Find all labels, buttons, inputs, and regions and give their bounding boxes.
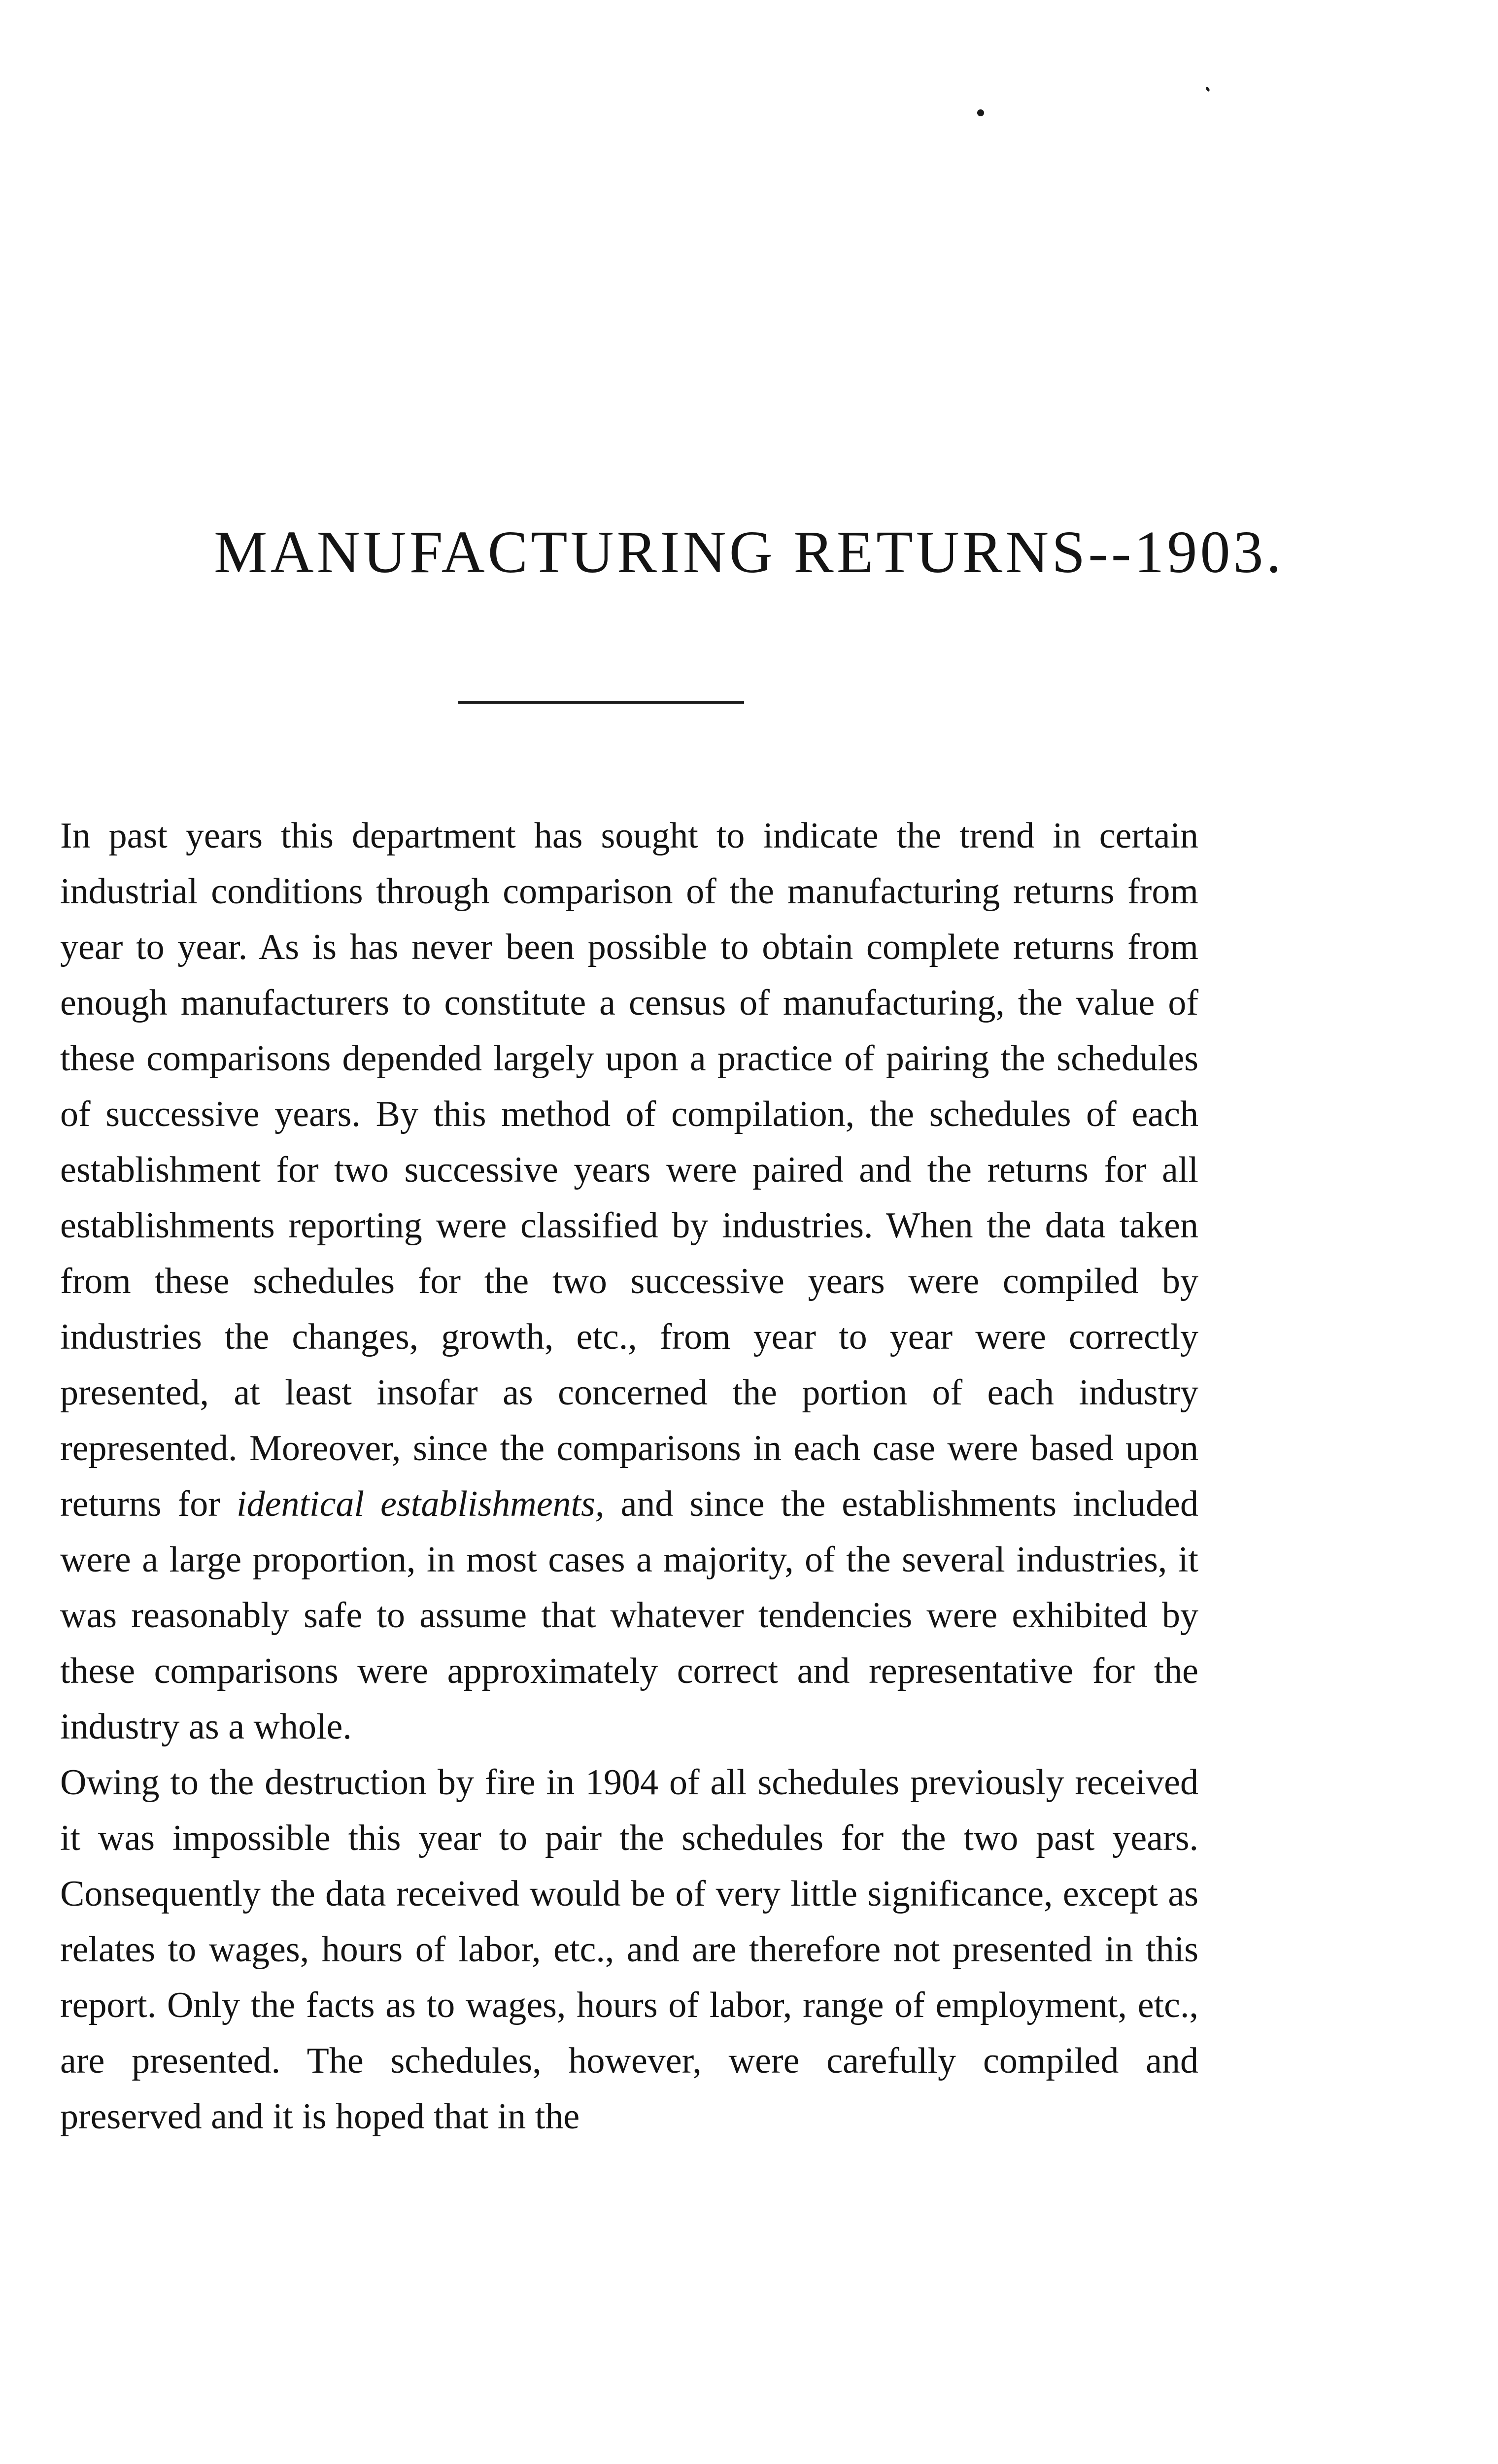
body-text xyxy=(60,808,1198,2145)
title-rule xyxy=(458,701,744,704)
paragraph-1 xyxy=(60,808,1198,1755)
print-speck xyxy=(977,109,984,116)
paragraph-1-italic: identical establishments, xyxy=(237,1484,605,1524)
print-speck xyxy=(1205,86,1210,92)
paragraph-1-part-2: and since the establishments included were a large proportion, in most cases a majority, of the several industries, it was reasonably safe to assume that whatever tendencies were exhibited by these comparisons were approximately correct and representative for the industry as a whole. xyxy=(60,1484,1198,1747)
page-title: MANUFACTURING RETURNS--1903. xyxy=(213,519,1284,585)
paragraph-1-part-1: In past years this department has sought to indicate the trend in certain industrial conditions through comparison of the manufacturing returns from year to year. As is has never been possible to obtain complete returns from enough manufacturers to constitute a census of manufacturing, the value of these comparisons depended largely upon a practice of pairing the schedules of successive years. By this method of compilation, the schedules of each establishment for two successive years were paired and the returns for all establishments reporting were classified by industries. When the data taken from these schedules for the two successive years were compiled by industries the changes, growth, etc., from year to year were correctly presented, at least insofar as concerned the portion of each industry represented. Moreover, since the comparisons in each case were based upon returns for xyxy=(60,816,1198,1524)
paragraph-2: Owing to the destruction by fire in 1904 of all schedules previously received it was impossible this year to pair the schedules for the two past years. Consequently the data received would be of very little significance, except as relates to wages, hours of labor, etc., and are therefore not presented in this report. Only the facts as to wages, hours of labor, range of employment, etc., are presented. The schedules, however, were carefully compiled and preserved and it is hoped that in the xyxy=(60,1762,1198,2137)
